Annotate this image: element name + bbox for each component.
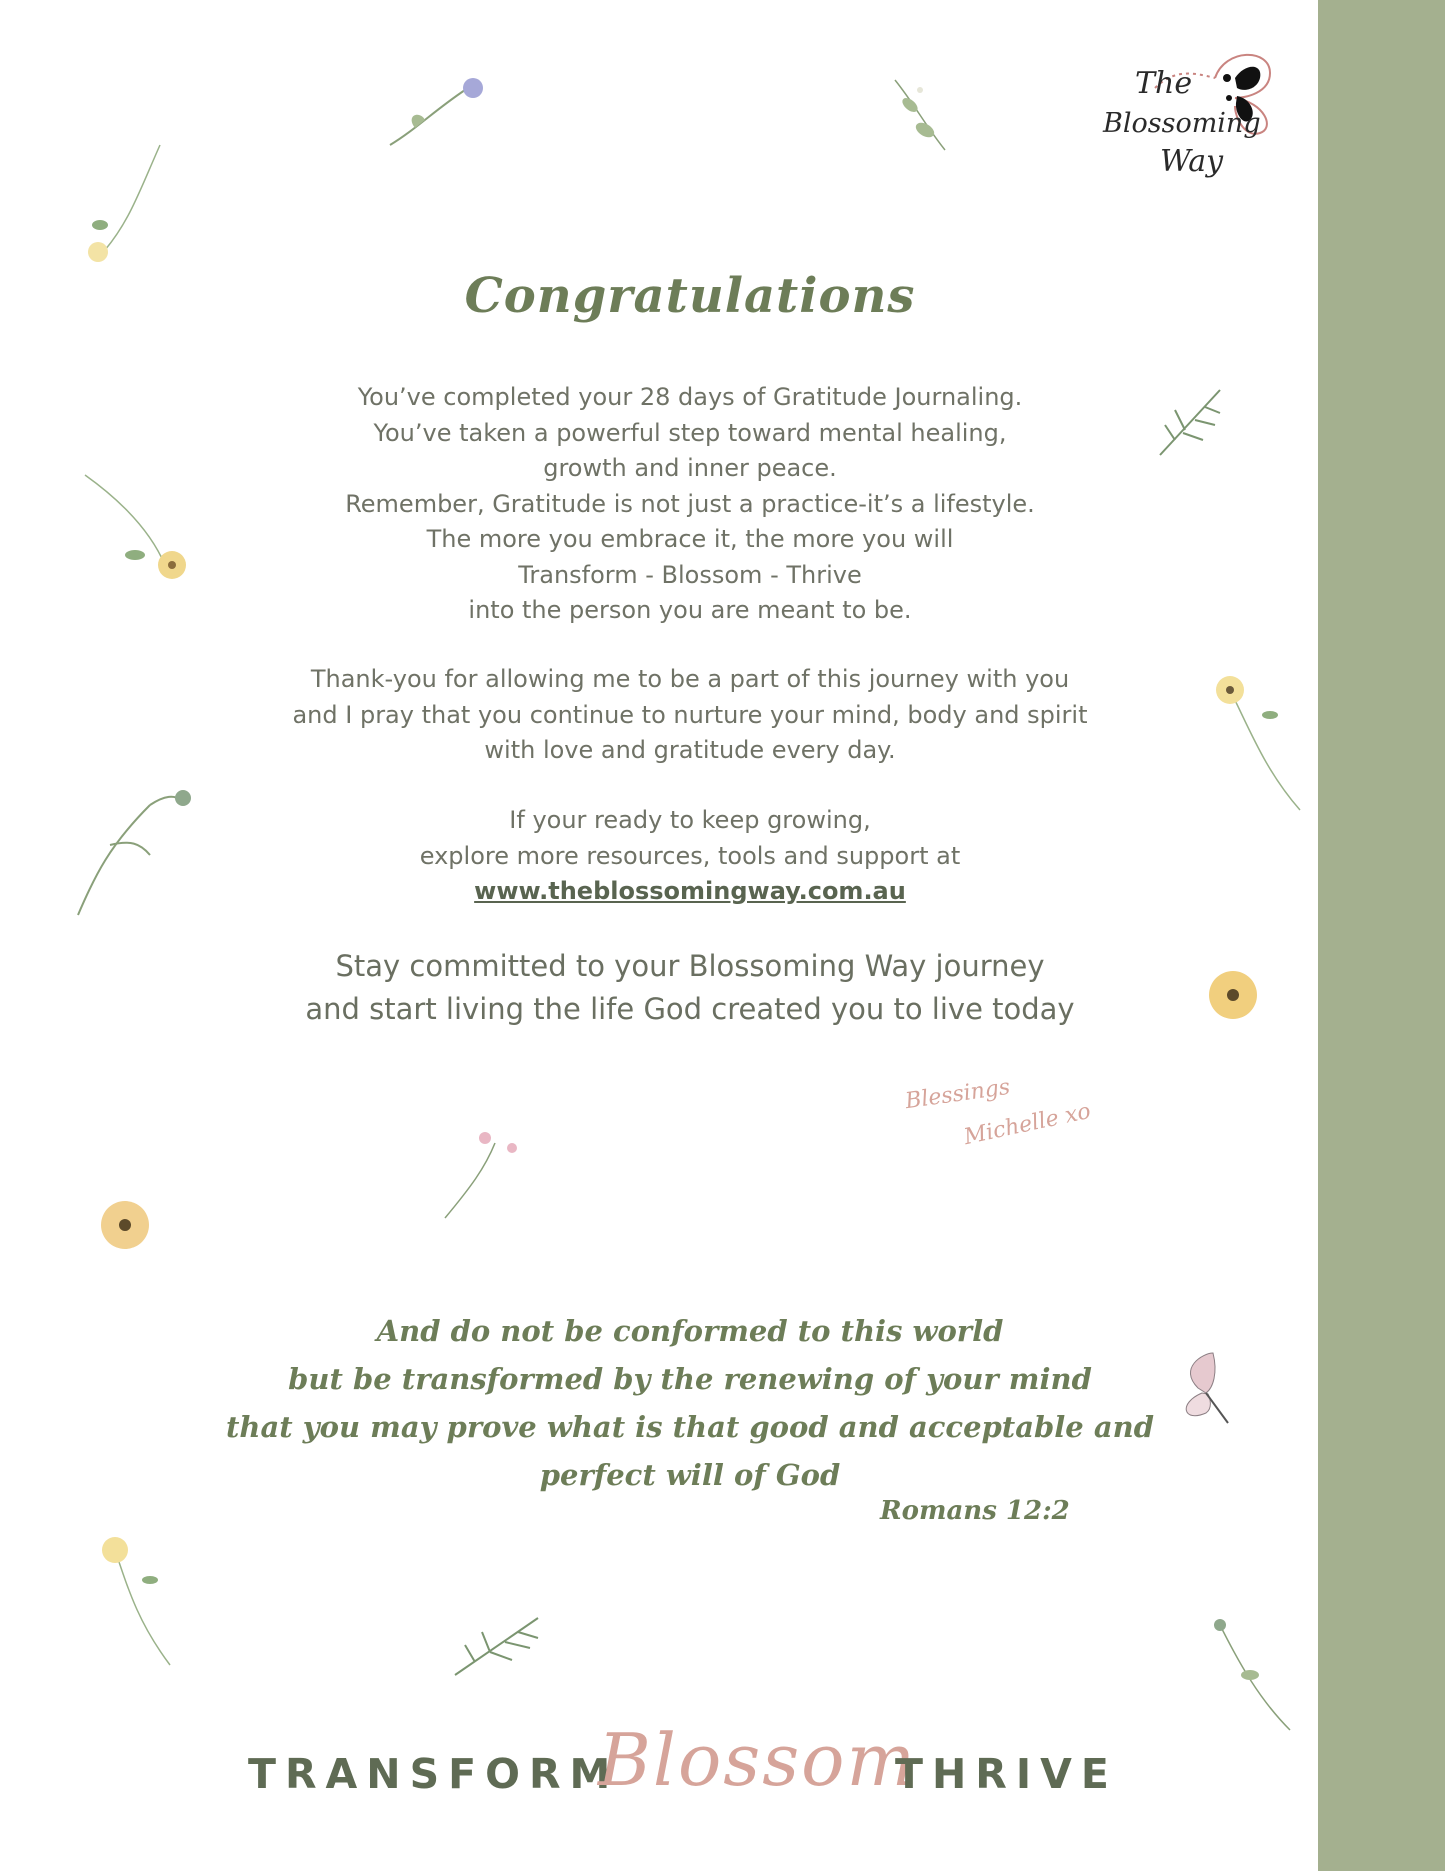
bible-verse [200,1307,1180,1499]
signature-blessings: Blessings [903,1074,1012,1115]
verse-reference: Romans 12:2 [880,1496,1070,1526]
verse-line: but be transformed by the renewing of your mind [288,1362,1092,1396]
logo-line-way: Way [1160,144,1224,179]
paragraph-line: with love and gratitude every day. [484,736,896,764]
paragraph-line: The more you embrace it, the more you will [426,525,954,553]
resources-paragraph [240,803,1140,910]
flower-icon [1215,670,1305,815]
blossoming-way-logo[interactable] [1095,48,1325,198]
footer-transform: TRANSFORM [248,1750,620,1798]
flower-icon [70,785,200,920]
paragraph-line: Thank-you for allowing me to be a part of this journey with you [310,665,1070,693]
paragraph-line: If your ready to keep growing, [509,806,871,834]
paragraph-line: and I pray that you continue to nurture your mind, body and spirit [292,700,1088,729]
footer-blossom: Blossom [598,1718,917,1802]
leaf-sprig-icon [450,1610,545,1685]
logo-line-blossoming: Blossoming [1103,108,1261,139]
paragraph-line: explore more resources, tools and support at [419,841,961,870]
commitment-statement [240,945,1140,1031]
flower-icon [1205,1615,1295,1735]
website-link[interactable]: www.theblossomingway.com.au [474,877,906,905]
commitment-line: Stay committed to your Blossoming Way journey [335,949,1045,983]
flower-icon [80,470,195,590]
paragraph-line: You’ve completed your 28 days of Gratitude Journaling. [357,383,1023,411]
paragraph-line: into the person you are meant to be. [468,596,912,624]
verse-line: that you may prove what is that good and acceptable and [226,1410,1154,1444]
flower-icon [440,1128,530,1223]
verse-line: perfect will of God [539,1458,841,1492]
flower-icon [1200,965,1270,1025]
flower-icon [95,1535,180,1670]
butterfly-icon [1168,1348,1238,1428]
logo-line-the: The [1135,66,1193,101]
footer-thrive: THRIVE [895,1750,1118,1798]
paragraph-line: growth and inner peace. [543,454,837,482]
leaf-sprig-icon [885,75,955,155]
thank-you-paragraph [240,662,1140,769]
signature-name: Michelle xo [961,1098,1094,1151]
paragraph-line: You’ve taken a powerful step toward mental healing, [373,418,1007,447]
flower-icon [90,1195,160,1255]
paragraph-line: Remember, Gratitude is not just a practice-it’s a lifestyle. [345,489,1035,518]
leaf-sprig-icon [1155,385,1230,460]
verse-line: And do not be conformed to this world [376,1314,1004,1348]
flower-icon [385,70,495,150]
commitment-line: and start living the life God created you to live today [305,992,1075,1026]
completion-paragraph [240,380,1140,629]
flower-icon [80,140,170,270]
page-title: Congratulations [464,268,916,324]
paragraph-line: Transform - Blossom - Thrive [518,560,862,589]
